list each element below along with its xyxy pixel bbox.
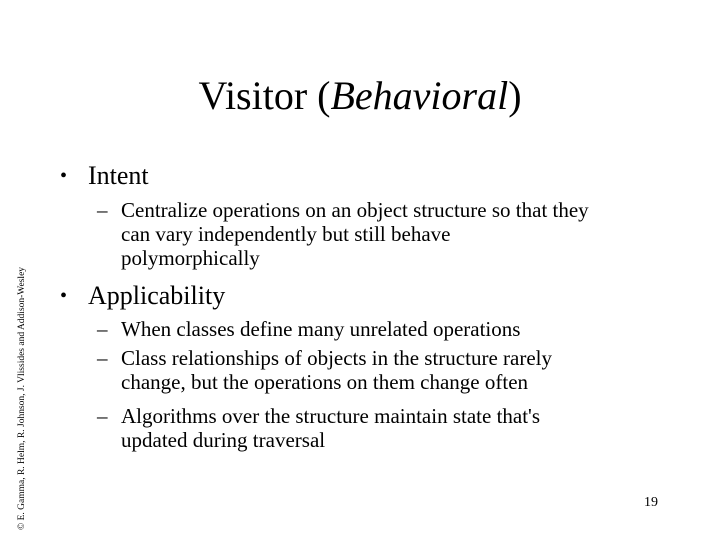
page-number: 19 (644, 495, 658, 510)
dash-marker: – (97, 317, 108, 341)
subitem-text: When classes define many unrelated operations (121, 317, 521, 341)
dash-marker: – (97, 404, 108, 428)
bullet-label: Intent (88, 161, 149, 190)
subitem-text: Centralize operations on an object structure so that they can vary independently but still behave polymorphically (121, 198, 589, 270)
bullet-label: Applicability (88, 281, 226, 310)
title-emphasis: Behavioral (330, 73, 509, 118)
subitem-text: Class relationships of objects in the structure rarely change, but the operations on them change often (121, 346, 552, 394)
title-close: ) (508, 73, 522, 118)
dash-marker: – (97, 198, 108, 222)
bullet-marker: • (60, 285, 68, 307)
bullet-marker: • (60, 165, 68, 187)
copyright-credit: © E. Gamma, R. Helm, R. Johnson, J. Vlissides and Addison-Wesley (17, 266, 27, 530)
slide-title (0, 70, 720, 122)
dash-marker: – (97, 346, 108, 370)
title-main: Visitor ( (198, 73, 331, 118)
subitem-text: Algorithms over the structure maintain state that's updated during traversal (121, 404, 541, 452)
